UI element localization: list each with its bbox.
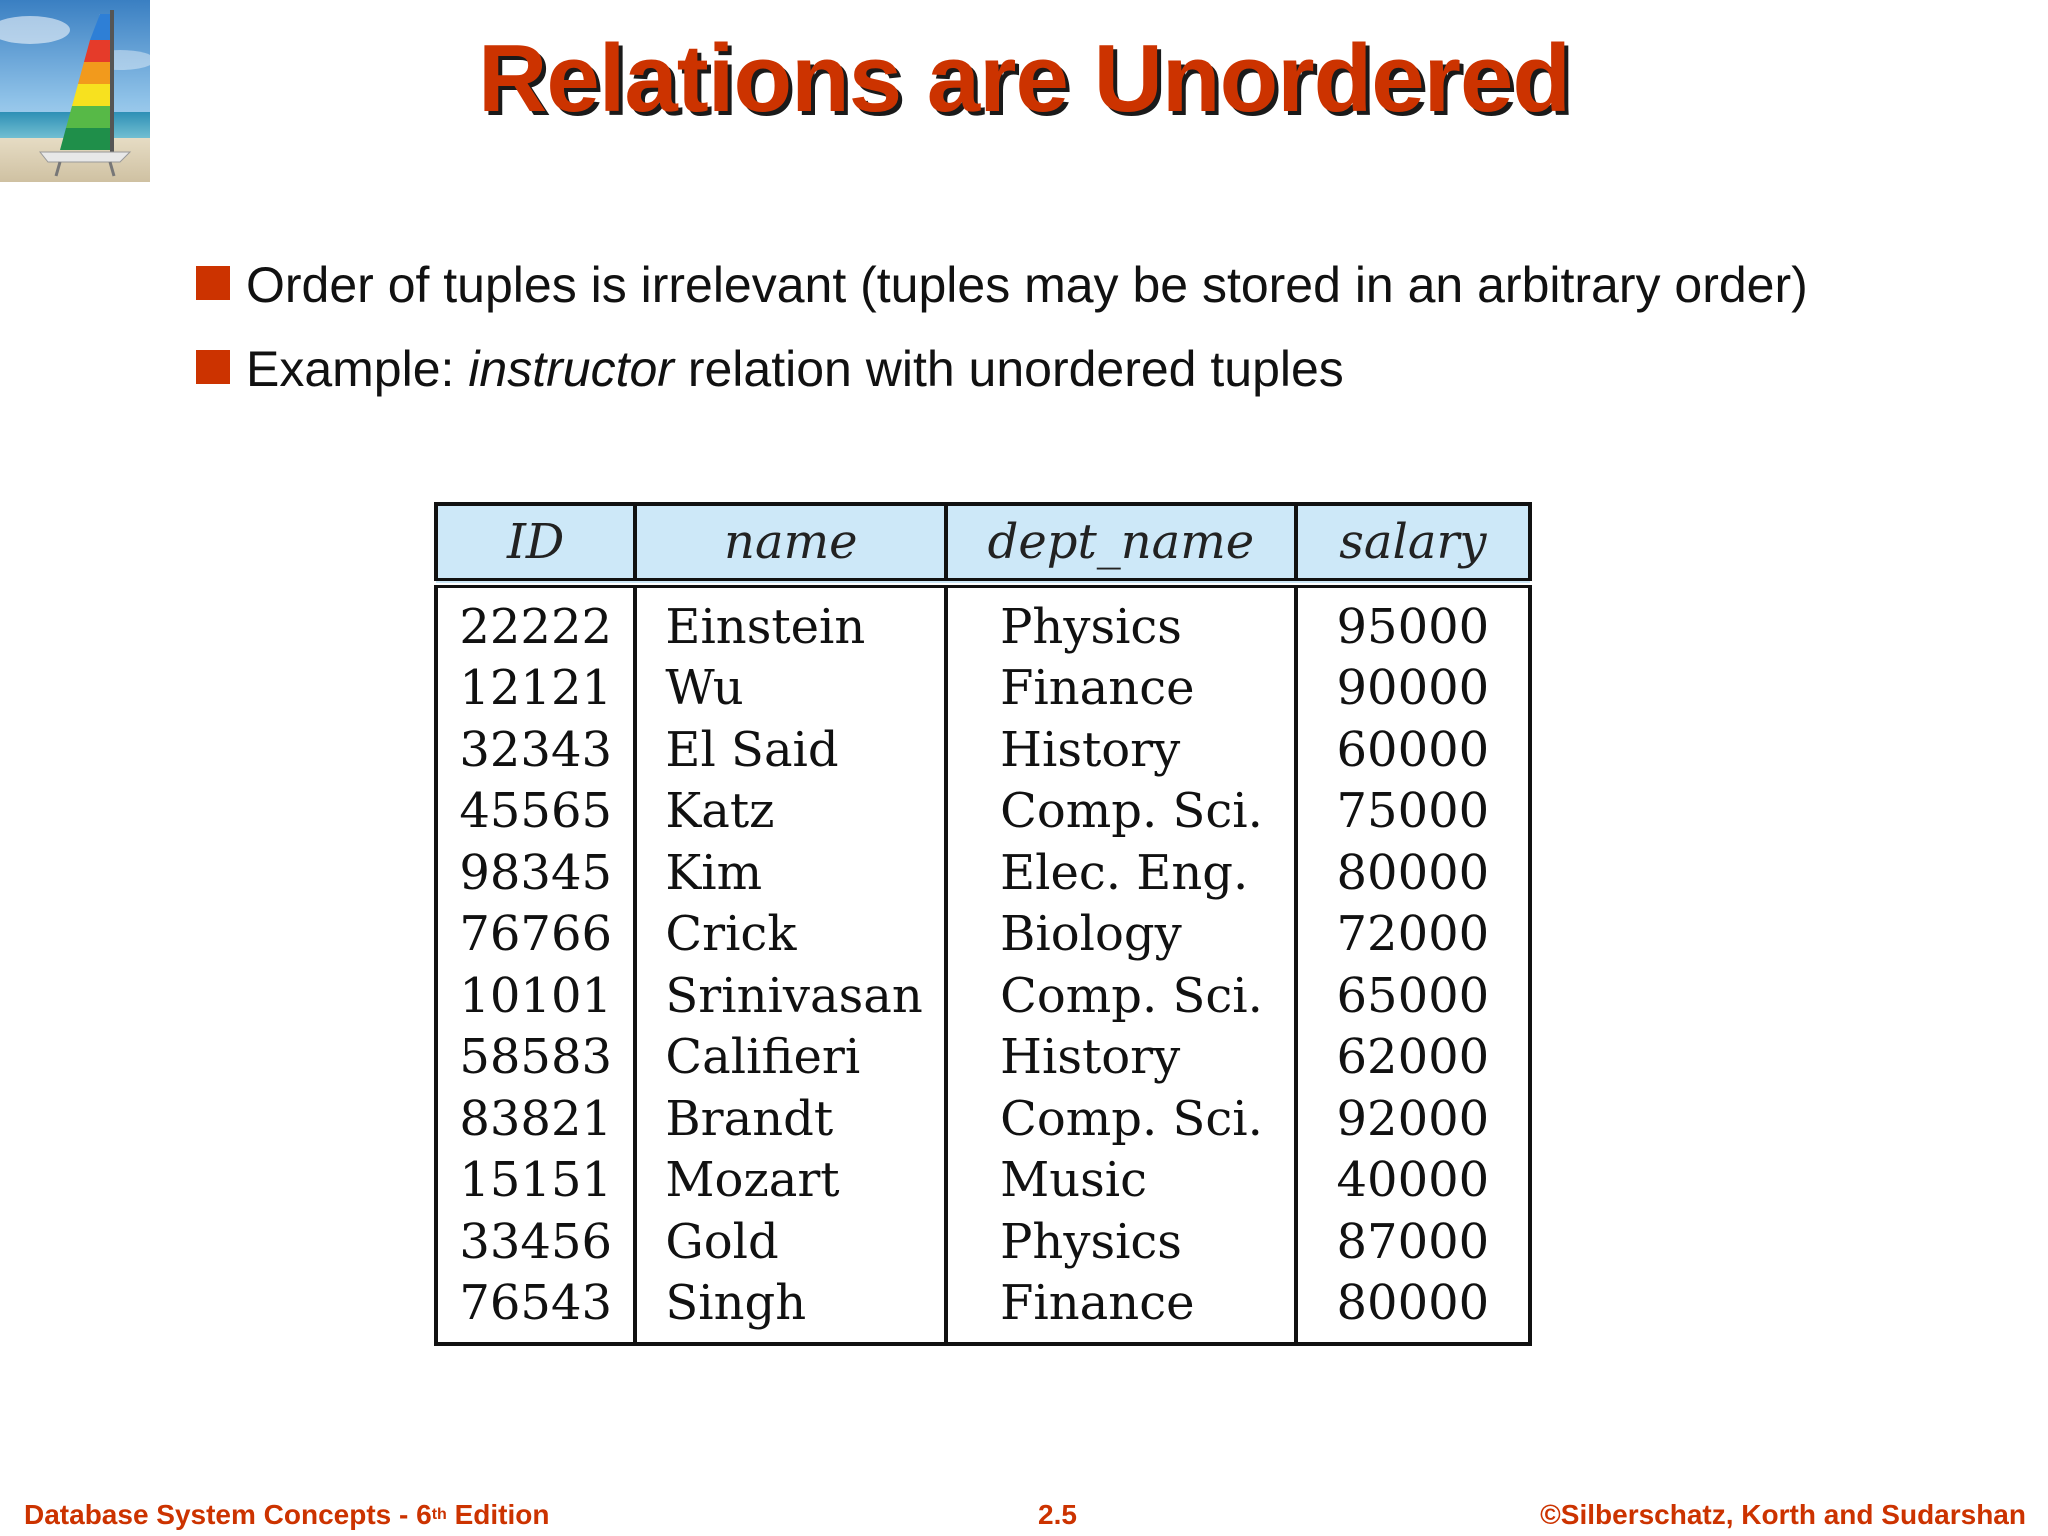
cell-id: 32343 [436,719,635,781]
bullet-text-italic: instructor [468,341,674,397]
cell-id: 12121 [436,658,635,720]
cell-salary: 75000 [1296,781,1530,843]
bullet-list [196,254,1808,422]
table-body [436,583,1530,1344]
cell-salary: 65000 [1296,965,1530,1027]
cell-name: Crick [635,904,946,966]
table-row [436,781,1530,843]
bullet-item-example [196,338,1808,400]
cell-salary: 72000 [1296,904,1530,966]
cell-name: Wu [635,658,946,720]
bullet-item-order [196,254,1808,316]
footer-edition-text: Edition [446,1499,550,1530]
slide-title: Relations are Unordered [478,25,1570,132]
cell-id: 15151 [436,1150,635,1212]
cell-dept-name: Comp. Sci. [946,965,1296,1027]
table-header-row [436,504,1530,583]
bullet-text: Order of tuples is irrelevant (tuples may be stored in an arbitrary order) [246,257,1808,313]
cell-salary: 87000 [1296,1211,1530,1273]
cell-dept-name: Finance [946,1273,1296,1345]
cell-name: Califieri [635,1027,946,1089]
cell-name: Katz [635,781,946,843]
cell-name: Gold [635,1211,946,1273]
cell-dept-name: History [946,1027,1296,1089]
table-row [436,1211,1530,1273]
cell-name: Mozart [635,1150,946,1212]
table-row [436,1088,1530,1150]
footer-copyright: ©Silberschatz, Korth and Sudarshan [1540,1499,2026,1530]
cell-dept-name: History [946,719,1296,781]
footer-book-title-text: Database System Concepts - 6 [24,1499,432,1530]
square-bullet-icon [196,350,230,384]
bullet-text-prefix: Example: [246,341,469,397]
cell-dept-name: Elec. Eng. [946,842,1296,904]
column-header-name: name [635,504,946,583]
table-row [436,1150,1530,1212]
footer-page-number: 2.5 [1038,1499,1077,1530]
column-header-id: ID [436,504,635,583]
cell-id: 10101 [436,965,635,1027]
cell-dept-name: Physics [946,1211,1296,1273]
table-row [436,719,1530,781]
footer-book-title [24,1498,549,1532]
column-header-salary: salary [1296,504,1530,583]
cell-id: 76543 [436,1273,635,1345]
cell-name: Brandt [635,1088,946,1150]
cell-name: Srinivasan [635,965,946,1027]
cell-id: 58583 [436,1027,635,1089]
bullet-text-suffix: relation with unordered tuples [673,341,1344,397]
cell-id: 33456 [436,1211,635,1273]
cell-id: 45565 [436,781,635,843]
cell-dept-name: Comp. Sci. [946,1088,1296,1150]
cell-dept-name: Finance [946,658,1296,720]
table-row [436,1273,1530,1345]
cell-id: 98345 [436,842,635,904]
table-row [436,583,1530,658]
cell-salary: 92000 [1296,1088,1530,1150]
cell-name: El Said [635,719,946,781]
cell-salary: 62000 [1296,1027,1530,1089]
instructor-table-container [434,502,1532,1332]
cell-salary: 90000 [1296,658,1530,720]
table-row [436,842,1530,904]
cell-salary: 80000 [1296,1273,1530,1345]
cell-salary: 95000 [1296,583,1530,658]
column-header-dept-name: dept_name [946,504,1296,583]
cell-salary: 40000 [1296,1150,1530,1212]
cell-name: Kim [635,842,946,904]
cell-name: Singh [635,1273,946,1345]
cell-id: 76766 [436,904,635,966]
instructor-table [434,502,1532,1346]
cell-dept-name: Physics [946,583,1296,658]
cell-dept-name: Comp. Sci. [946,781,1296,843]
cell-dept-name: Biology [946,904,1296,966]
cell-salary: 60000 [1296,719,1530,781]
square-bullet-icon [196,266,230,300]
cell-name: Einstein [635,583,946,658]
table-row [436,965,1530,1027]
table-row [436,904,1530,966]
table-row [436,1027,1530,1089]
cell-id: 22222 [436,583,635,658]
cell-id: 83821 [436,1088,635,1150]
table-row [436,658,1530,720]
cell-salary: 80000 [1296,842,1530,904]
footer-edition-superscript: th [431,1506,447,1523]
cell-dept-name: Music [946,1150,1296,1212]
